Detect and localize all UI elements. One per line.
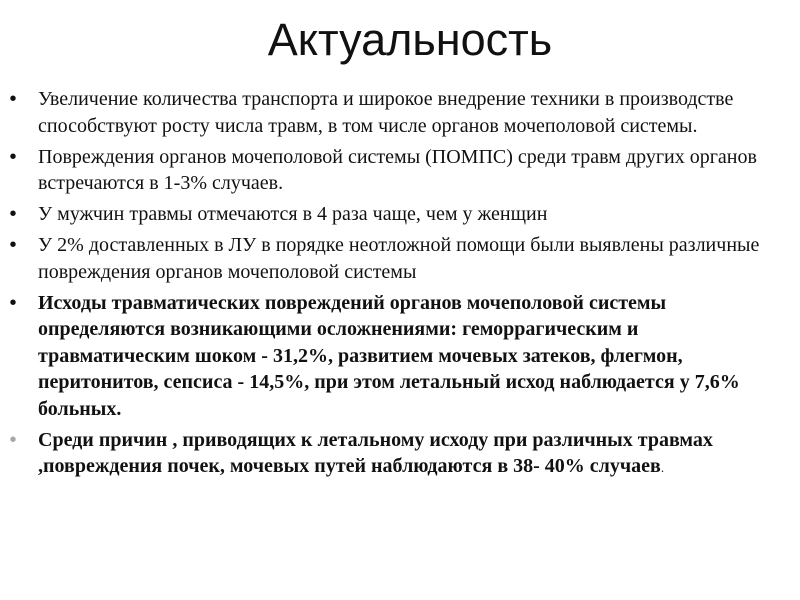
bullet-marker: • (9, 203, 17, 225)
bullet-text: У мужчин травмы отмечаются в 4 раза чаще, чем у женщин (38, 203, 548, 225)
bullet-marker: • (9, 428, 17, 451)
bullet-item (0, 86, 800, 139)
bullet-text: Среди причин , приводящих к летальному исходу при различных травмах ,повреждения почек, мочевых путей наблюдаются в 38- 40% случаев (38, 428, 713, 477)
slide-title: Актуальность (267, 14, 553, 65)
bullet-marker: • (9, 88, 17, 110)
bullet-item (0, 201, 800, 228)
bullet-text-tail: . (660, 460, 665, 475)
bullet-item (0, 144, 800, 197)
bullet-marker: • (9, 291, 17, 314)
bullet-list (0, 86, 800, 486)
bullet-text: Повреждения органов мочеполовой системы (ПОМПС) среди травм других органов встречаются в 1-3% случаев. (38, 145, 757, 194)
bullet-item-bold (0, 427, 800, 482)
bullet-text: Исходы травматических повреждений органов мочеполовой системы определяются возникающими осложнениями: геморрагическим и травматическим шоком - 31,2%, развитием мочевых затеков, флегмон, перитонитов, сепсиса - 14,5%, при этом летальный исход наблюдается у 7,6% больных. (38, 291, 740, 420)
bullet-item (0, 232, 800, 285)
bullet-marker: • (9, 145, 17, 168)
bullet-item-bold (0, 290, 800, 423)
bullet-text: Увеличение количества транспорта и широкое внедрение техники в производстве способствуют росту числа травм, в том числе органов мочеполовой системы. (38, 88, 734, 137)
bullet-text: У 2% доставленных в ЛУ в порядке неотложной помощи были выявлены различные повреждения органов мочеполовой системы (38, 234, 760, 283)
bullet-marker: • (9, 234, 17, 256)
